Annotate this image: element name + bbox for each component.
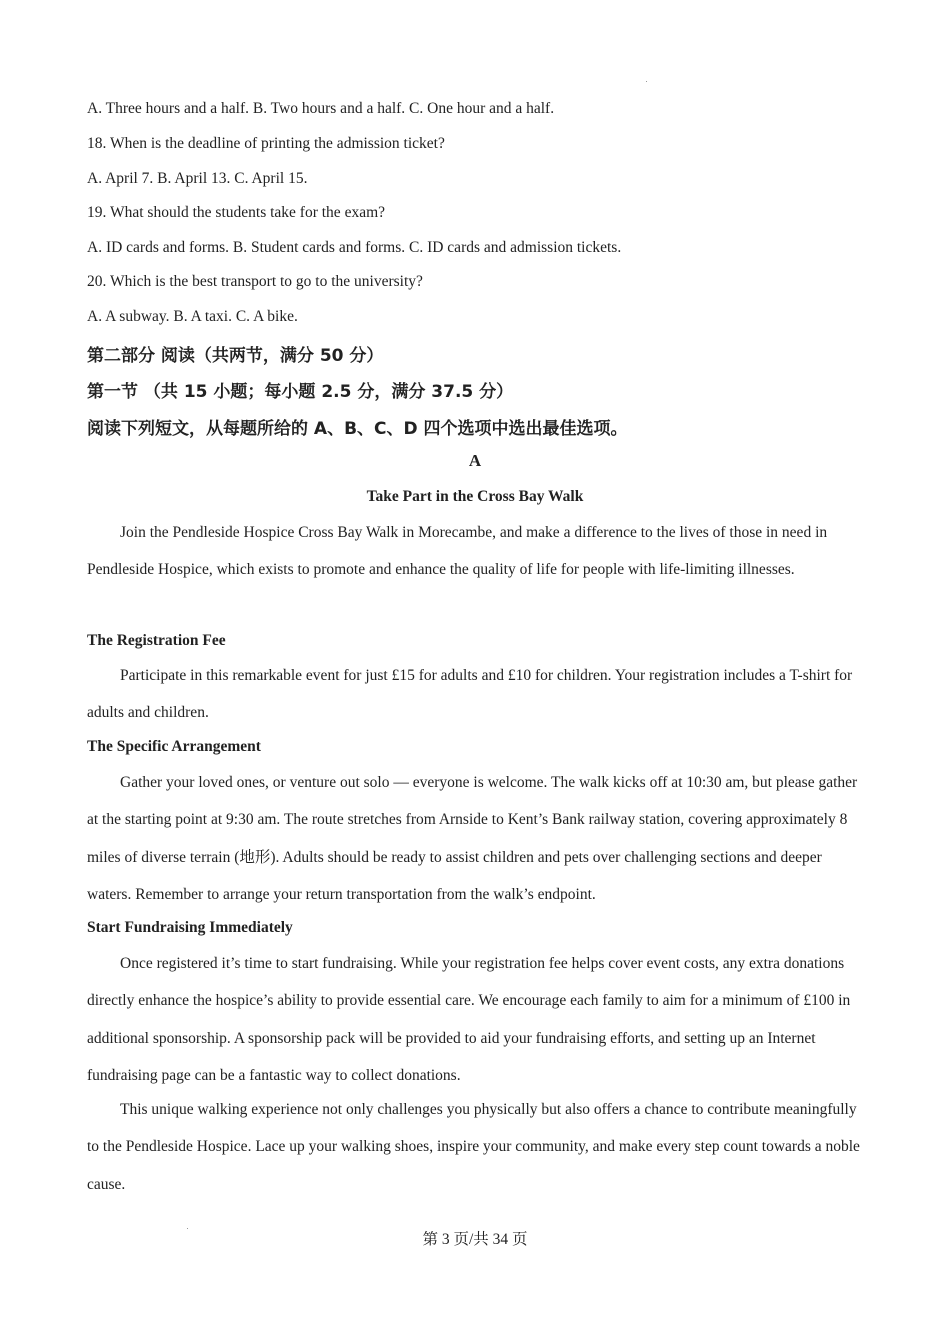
closing-text: This unique walking experience not only challenges you physically but also offers a chance to contribute meaningfully to the Pendleside Hospice. Lace up your walking shoes, inspire your community, and make every step count towards a noble cause. bbox=[87, 1101, 860, 1193]
passage-letter: A bbox=[468, 451, 482, 470]
fundraising-text: Once registered it’s time to start fundraising. While your registration fee helps cover event costs, any extra donations directly enhance the hospice’s ability to provide essential care. We encourage each family to aim for a minimum of £100 in additional sponsorship. A sponsorship pack will be provided to aid your fundraising efforts, and setting up an Internet fundraising page can be a fantastic way to collect donations. bbox=[87, 955, 851, 1084]
page-footer: 第 3 页/共 34 页 bbox=[422, 1231, 528, 1248]
intro-paragraph bbox=[87, 514, 867, 589]
part-title: 第二部分 阅读（共两节，满分 50 分） bbox=[87, 346, 384, 366]
q19-question: 19. What should the students take for the exam? bbox=[87, 204, 386, 221]
intro-text: Join the Pendleside Hospice Cross Bay Walk in Morecambe, and make a difference to the lives of those in need in Pendleside Hospice, which exists to promote and enhance the quality of life for people with life-limiting illnesses. bbox=[87, 524, 828, 579]
reading-instruction: 阅读下列短文，从每题所给的 A、B、C、D 四个选项中选出最佳选项。 bbox=[87, 419, 628, 439]
q19-options: A. ID cards and forms. B. Student cards and forms. C. ID cards and admission tickets. bbox=[87, 239, 622, 256]
heading-arrangement: The Specific Arrangement bbox=[87, 738, 261, 755]
registration-text: Participate in this remarkable event for just £15 for adults and £10 for children. Your registration includes a T-shirt for adults and children. bbox=[87, 667, 853, 722]
arrangement-paragraph bbox=[87, 764, 867, 913]
registration-paragraph bbox=[87, 657, 867, 732]
q18-question: 18. When is the deadline of printing the admission ticket? bbox=[87, 135, 445, 152]
section-title: 第一节 （共 15 小题；每小题 2.5 分，满分 37.5 分） bbox=[87, 382, 514, 402]
heading-fundraising: Start Fundraising Immediately bbox=[87, 919, 293, 936]
closing-paragraph bbox=[87, 1091, 867, 1203]
q20-question: 20. Which is the best transport to go to the university? bbox=[87, 273, 423, 290]
passage-title: Take Part in the Cross Bay Walk bbox=[366, 488, 584, 505]
q20-options: A. A subway. B. A taxi. C. A bike. bbox=[87, 308, 298, 325]
q17-options: A. Three hours and a half. B. Two hours and a half. C. One hour and a half. bbox=[87, 100, 555, 117]
fundraising-paragraph bbox=[87, 945, 867, 1094]
q18-options: A. April 7. B. April 13. C. April 15. bbox=[87, 170, 308, 187]
scan-dot bbox=[646, 81, 647, 82]
heading-registration-fee: The Registration Fee bbox=[87, 632, 226, 649]
arrangement-text: Gather your loved ones, or venture out solo — everyone is welcome. The walk kicks off at 10:30 am, but please gather at the starting point at 9:30 am. The route stretches from Arnside to Kent’s Bank railway station, covering approximately 8 miles of diverse terrain (地形). Adults should be ready to assist children and pets over challenging sections and deeper waters. Remember to arrange your return transportation from the walk’s endpoint. bbox=[87, 774, 858, 903]
